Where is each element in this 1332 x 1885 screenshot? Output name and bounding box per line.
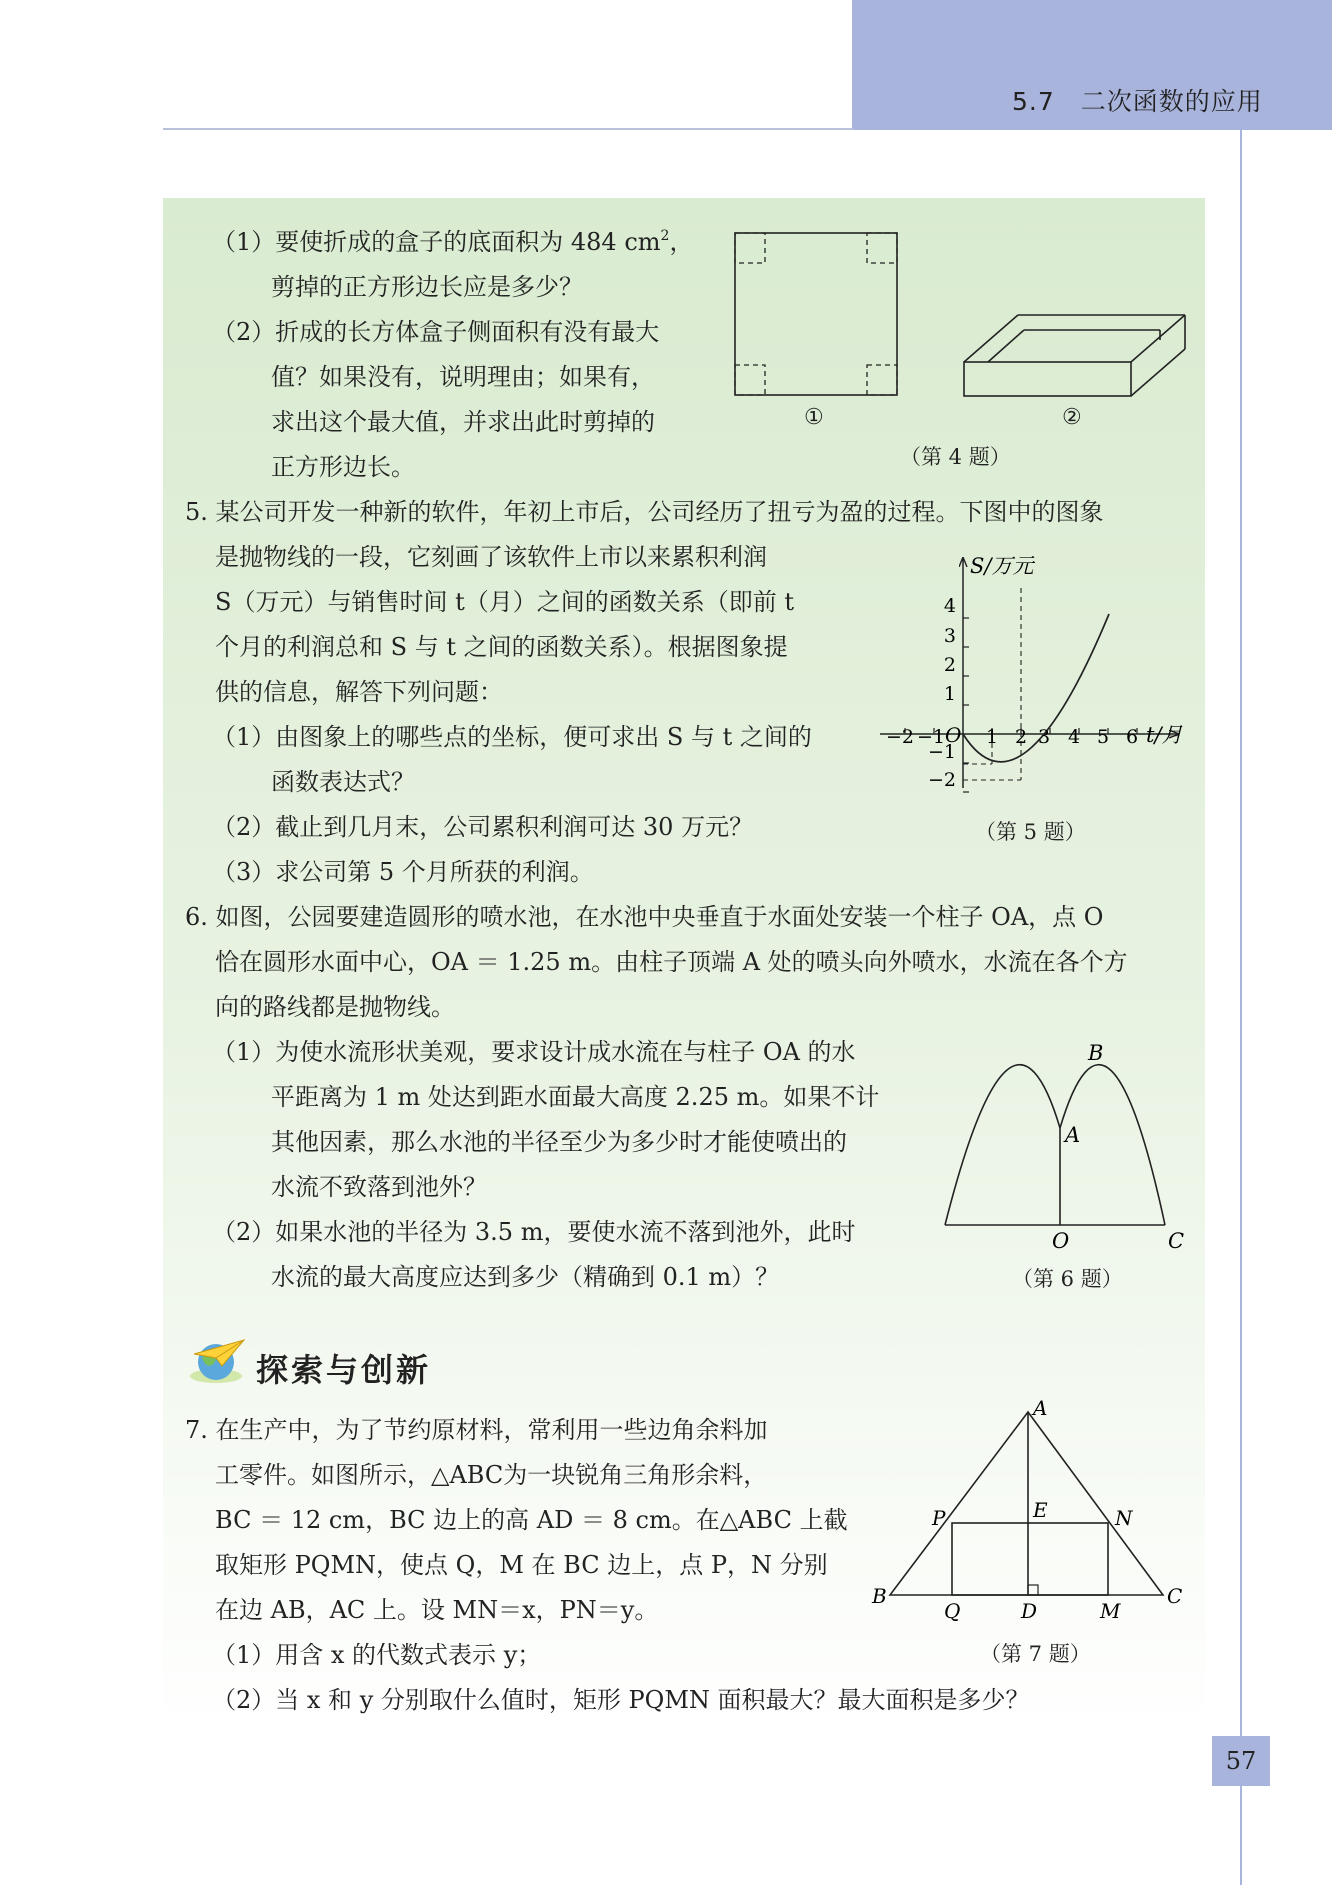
q5-y-tick-label: 1	[943, 683, 956, 705]
q5-part2: （2）截止到几月末，公司累积利润可达 30 万元？	[212, 813, 754, 841]
q4-part2-line1: （2）折成的长方体盒子侧面积有没有最大	[212, 318, 660, 346]
q7-label-N: N	[1115, 1506, 1133, 1530]
q4-part1-line2: 剪掉的正方形边长应是多少？	[271, 273, 583, 301]
q7-label-P: P	[932, 1506, 946, 1530]
right-margin-line	[1240, 130, 1242, 1885]
q6-part1-line3: 其他因素，那么水池的半径至少为多少时才能使喷出的	[271, 1128, 847, 1156]
q7-label-E: E	[1033, 1498, 1048, 1522]
q4-figure-sheet	[730, 228, 905, 398]
q4-caption: （第 4 题）	[900, 445, 1011, 469]
section-title: 探索与创新	[256, 1351, 432, 1389]
q7-part2: （2）当 x 和 y 分别取什么值时，矩形 PQMN 面积最大？最大面积是多少？	[212, 1686, 1030, 1714]
q7-label-D: D	[1021, 1599, 1038, 1623]
q5-y-tick-label: −1	[927, 741, 956, 763]
q7-line5: 在边 AB，AC 上。设 MN＝x，PN＝y。	[215, 1596, 659, 1624]
q7-label-B: B	[872, 1584, 887, 1608]
q5-line3: S（万元）与销售时间 t（月）之间的函数关系（即前 t	[215, 588, 794, 616]
q5-parabola	[963, 614, 1109, 762]
q6-label-B: B	[1088, 1041, 1104, 1065]
q5-line4: 个月的利润总和 S 与 t 之间的函数关系）。根据图象提	[215, 633, 788, 661]
q7-label-Q: Q	[944, 1599, 961, 1623]
q5-profit-graph	[870, 548, 1190, 798]
q5-x-tick-label: 2	[1014, 726, 1028, 748]
q6-label-A: A	[1065, 1123, 1081, 1147]
q4-part2-line2: 值？如果没有，说明理由；如果有，	[271, 363, 655, 391]
q5-x-tick-label: 3	[1037, 726, 1051, 748]
q4-part2-line3: 求出这个最大值，并求出此时剪掉的	[271, 408, 655, 436]
q6-part1-line4: 水流不致落到池外？	[271, 1173, 487, 1201]
q7-label-A: A	[1033, 1396, 1048, 1420]
q4-part2-line4: 正方形边长。	[271, 453, 415, 481]
q5-x-axis-label: t/月	[1146, 723, 1183, 747]
q6-fountain-figure	[935, 1040, 1195, 1260]
globe-paper-plane-icon	[186, 1336, 250, 1388]
q6-part2-line2: 水流的最大高度应达到多少（精确到 0.1 m）？	[271, 1263, 780, 1291]
q4-part1-line1: （1）要使折成的盒子的底面积为 484 $cm^2$，	[212, 228, 694, 256]
q7-rectangle-PQMN	[952, 1523, 1108, 1595]
q5-y-axis-label: S/万元	[970, 554, 1034, 578]
q6-line1: 6. 如图，公园要建造圆形的喷水池，在水池中央垂直于水面处安装一个柱子 OA，点 O	[185, 903, 1104, 931]
q5-x-tick-label: −2	[885, 726, 915, 748]
q7-line4: 取矩形 PQMN，使点 Q，M 在 BC 边上，点 P，N 分别	[215, 1551, 828, 1579]
q4-figure1-label: ①	[804, 405, 824, 430]
q6-caption: （第 6 题）	[1012, 1267, 1123, 1291]
q7-line3: BC ＝ 12 cm，BC 边上的高 AD ＝ 8 cm。在△ABC 上截	[215, 1506, 848, 1534]
q6-label-O: O	[1052, 1229, 1070, 1253]
q7-caption: （第 7 题）	[980, 1642, 1091, 1666]
q4-figure2-label: ②	[1062, 405, 1082, 430]
q6-line3: 向的路线都是抛物线。	[215, 993, 455, 1021]
q5-x-tick-label: 1	[985, 726, 999, 748]
q5-part1-line1: （1）由图象上的哪些点的坐标，便可求出 S 与 t 之间的	[212, 723, 812, 751]
q5-y-tick-label: 4	[943, 595, 956, 617]
q4-figure-box	[960, 310, 1190, 400]
q6-part2-line1: （2）如果水池的半径为 3.5 m，要使水流不落到池外，此时	[212, 1218, 856, 1246]
q5-y-tick-label: −2	[927, 769, 956, 791]
q5-x-tick-label: −1	[916, 726, 946, 748]
q5-part1-line2: 函数表达式？	[271, 768, 415, 796]
q5-line2: 是抛物线的一段，它刻画了该软件上市以来累积利润	[215, 543, 767, 571]
q7-triangle-figure	[870, 1395, 1200, 1625]
q7-label-M: M	[1100, 1599, 1121, 1623]
q6-part1-line2: 平距离为 1 m 处达到距水面最大高度 2.25 m。如果不计	[271, 1083, 880, 1111]
header-divider	[163, 128, 853, 130]
q5-y-tick-label: 3	[943, 625, 956, 647]
q7-label-C: C	[1167, 1584, 1183, 1608]
q5-caption: （第 5 题）	[975, 820, 1086, 844]
q7-line1: 7. 在生产中，为了节约原材料，常利用一些边角余料加	[185, 1416, 768, 1444]
q6-left-jet	[945, 1065, 1060, 1225]
q5-part3: （3）求公司第 5 个月所获的利润。	[212, 858, 594, 886]
section-header-title: 5.7 二次函数的应用	[1012, 87, 1263, 116]
q5-x-tick-label: 6	[1125, 726, 1139, 748]
page-number: 57	[1212, 1736, 1270, 1786]
q7-triangle-ABC	[890, 1412, 1163, 1595]
q6-line2: 恰在圆形水面中心，OA ＝ 1.25 m。由柱子顶端 A 处的喷头向外喷水，水流在各个方	[215, 948, 1128, 976]
q7-line2: 工零件。如图所示，△ABC为一块锐角三角形余料，	[215, 1461, 768, 1489]
q5-y-tick-label: 2	[943, 654, 956, 676]
q5-x-tick-label: 4	[1067, 726, 1081, 748]
q5-line1: 5. 某公司开发一种新的软件，年初上市后，公司经历了扭亏为盈的过程。下图中的图象	[185, 498, 1104, 526]
q6-label-C: C	[1168, 1229, 1185, 1253]
q5-origin-label: O	[945, 723, 962, 747]
q6-part1-line1: （1）为使水流形状美观，要求设计成水流在与柱子 OA 的水	[212, 1038, 856, 1066]
q5-line5: 供的信息，解答下列问题：	[215, 678, 503, 706]
q5-x-tick-label: 5	[1096, 726, 1110, 748]
q7-right-angle-mark	[1028, 1585, 1038, 1595]
q7-part1: （1）用含 x 的代数式表示 y；	[212, 1641, 542, 1669]
